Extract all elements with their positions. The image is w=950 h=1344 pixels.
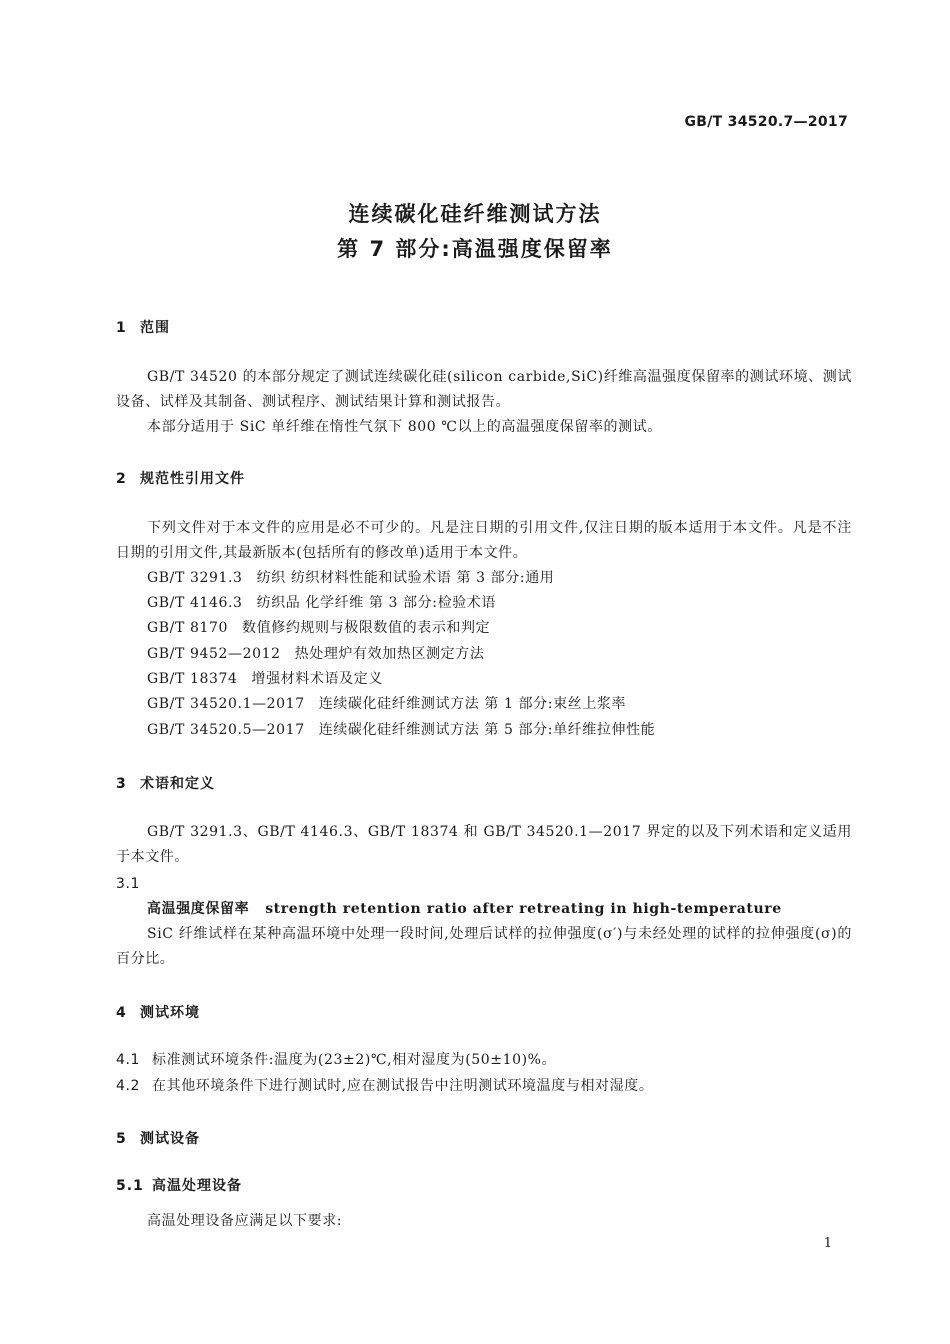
section-heading-normative-references	[116, 468, 245, 488]
reference-title: 纺织 纺织材料性能和试验术语 第 3 部分:通用	[256, 570, 555, 586]
reference-code: GB/T 4146.3	[147, 595, 243, 611]
reference-title: 连续碳化硅纤维测试方法 第 1 部分:束丝上浆率	[318, 696, 627, 712]
equipment-requirements-intro: 高温处理设备应满足以下要求:	[147, 1213, 343, 1229]
section-number: 4	[116, 1005, 127, 1021]
section-number: 2	[116, 471, 127, 487]
clause-4-2	[116, 1074, 653, 1099]
term-definition: SiC 纤维试样在某种高温环境中处理一段时间,处理后试样的拉伸强度(σ′)与未经处理的试样的拉伸强度(σ)的百分比。	[116, 926, 852, 967]
section-heading-scope	[116, 317, 170, 337]
clause-number: 4.1	[116, 1052, 141, 1068]
reference-item	[147, 642, 484, 667]
reference-title: 增强材料术语及定义	[251, 671, 383, 687]
term-entry	[147, 897, 782, 922]
page-number: 1	[823, 1236, 832, 1251]
term-chinese: 高温强度保留率	[147, 901, 250, 917]
reference-code: GB/T 8170	[147, 620, 229, 636]
clause-text: 标准测试环境条件:温度为(23±2)℃,相对湿度为(50±10)%。	[152, 1052, 557, 1068]
section-number: 5	[116, 1131, 127, 1147]
reference-item	[147, 616, 490, 641]
subsection-number: 5.1	[116, 1178, 144, 1194]
subsection-title: 高温处理设备	[152, 1178, 242, 1194]
section-title: 术语和定义	[140, 776, 215, 792]
scope-paragraph-2: 本部分适用于 SiC 单纤维在惰性气氛下 800 ℃以上的高温强度保留率的测试。	[147, 419, 662, 435]
reference-code: GB/T 18374	[147, 671, 238, 687]
reference-item	[147, 718, 655, 743]
reference-item	[147, 591, 496, 616]
reference-title: 热处理炉有效加热区测定方法	[294, 646, 485, 662]
section-number: 3	[116, 776, 127, 792]
section-heading-test-equipment	[116, 1128, 200, 1148]
terms-intro-paragraph: GB/T 3291.3、GB/T 4146.3、GB/T 18374 和 GB/T 34520.1—2017 界定的以及下列术语和定义适用于本文件。	[116, 824, 852, 865]
reference-item	[147, 566, 554, 591]
reference-code: GB/T 34520.1—2017	[147, 696, 305, 712]
section-title: 范围	[140, 320, 170, 336]
clause-4-1	[116, 1048, 556, 1073]
reference-item	[147, 692, 626, 717]
section-title: 测试设备	[140, 1131, 200, 1147]
scope-paragraph-1: GB/T 34520 的本部分规定了测试连续碳化硅(silicon carbide,SiC)纤维高温强度保留率的测试环境、测试设备、试样及其制备、测试程序、测试结果计算和测试报告。	[116, 369, 852, 410]
section-heading-terms-definitions	[116, 773, 215, 793]
section-title: 测试环境	[140, 1005, 200, 1021]
reference-code: GB/T 34520.5—2017	[147, 722, 305, 738]
reference-code: GB/T 3291.3	[147, 570, 243, 586]
reference-title: 数值修约规则与极限数值的表示和判定	[242, 620, 491, 636]
references-intro-paragraph: 下列文件对于本文件的应用是必不可少的。凡是注日期的引用文件,仅注日期的版本适用于本文件。凡是不注日期的引用文件,其最新版本(包括所有的修改单)适用于本文件。	[116, 520, 852, 561]
section-heading-test-environment	[116, 1002, 200, 1022]
document-title-line2: 第 7 部分:高温强度保留率	[337, 237, 613, 261]
reference-title: 纺织品 化学纤维 第 3 部分:检验术语	[256, 595, 497, 611]
section-title: 规范性引用文件	[140, 471, 245, 487]
clause-number: 4.2	[116, 1078, 141, 1094]
subsection-heading-high-temp-equipment	[116, 1175, 242, 1195]
clause-text: 在其他环境条件下进行测试时,应在测试报告中注明测试环境温度与相对湿度。	[152, 1078, 654, 1094]
standard-code: GB/T 34520.7—2017	[684, 114, 848, 130]
reference-code: GB/T 9452—2012	[147, 646, 281, 662]
document-title-line1: 连续碳化硅纤维测试方法	[348, 202, 602, 226]
reference-item	[147, 667, 383, 692]
section-number: 1	[116, 320, 127, 336]
reference-title: 连续碳化硅纤维测试方法 第 5 部分:单纤维拉伸性能	[318, 722, 656, 738]
term-english: strength retention ratio after retreating in high-temperature	[265, 901, 782, 917]
term-number: 3.1	[116, 876, 141, 892]
